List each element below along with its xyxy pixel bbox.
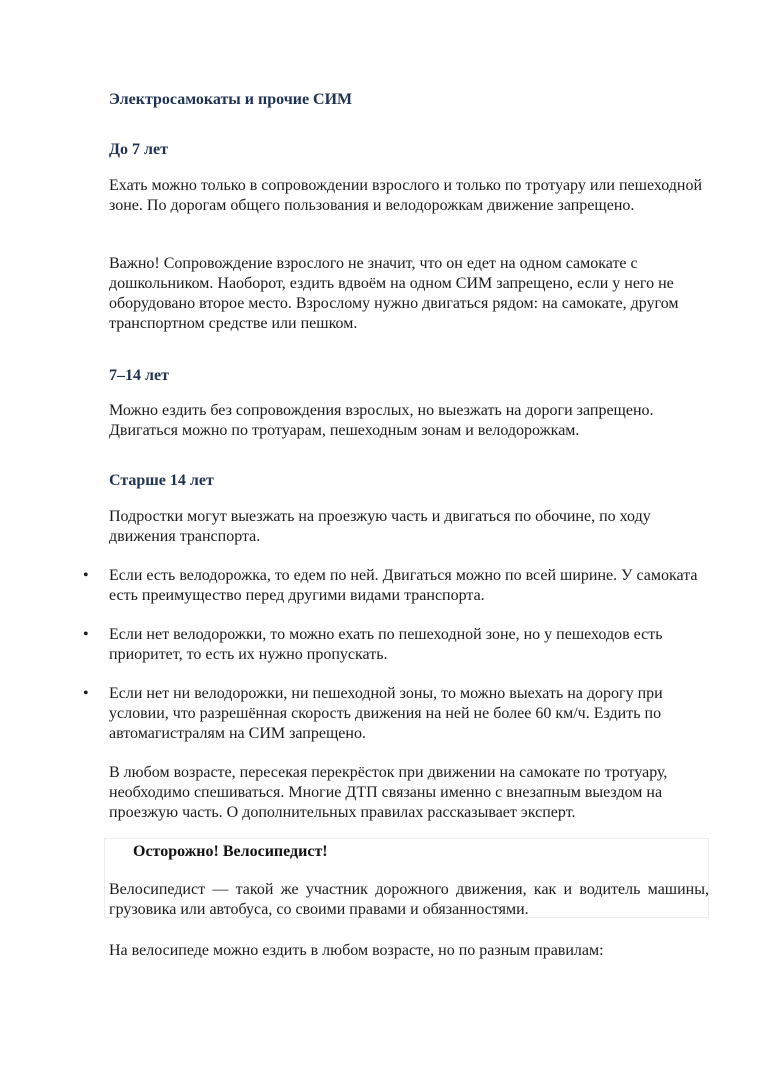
section-heading-over-14: Старше 14 лет (109, 472, 214, 489)
section-heading-7-14: 7–14 лет (109, 367, 169, 384)
note-title: Осторожно! Велосипедист! (133, 843, 328, 860)
list-item-text: Если нет ни велодорожки, ни пешеходной зоны, то можно выехать на дорогу при условии, что разрешённая скорость движения на ней не более 60 км/ч. Ездить по автомагистралям на СИМ запрещено. (109, 685, 663, 742)
paragraph-closing: На велосипеде можно ездить в любом возрасте, но по разным правилам: (109, 942, 604, 959)
list-item-text: Если нет велодорожки, то можно ехать по пешеходной зоне, но у пешеходов есть приоритет, то есть их нужно пропускать. (109, 626, 663, 663)
section-heading-under-7: До 7 лет (109, 141, 168, 158)
paragraph-over-14-intro: Подростки могут выезжать на проезжую часть и двигаться по обочине, по ходу движения транспорта. (109, 508, 651, 545)
bullet-icon: • (83, 567, 89, 584)
paragraph-under-7-important: Важно! Сопровождение взрослого не значит, что он едет на одном самокате с дошкольником. Наоборот, ездить вдвоём на одном СИМ запрещено, если у него не оборудовано второе место. Взрослому нужно двигаться рядом: на самокате, другом транспортном средстве или пешком. (109, 255, 679, 332)
note-text: Велосипедист — такой же участник дорожного движения, как и водитель машины, грузовика или автобуса, со своими правами и обязанностями. (109, 881, 709, 918)
paragraph-7-14-rules: Можно ездить без сопровождения взрослых, но выезжать на дороги запрещено. Двигаться можно по тротуарам, пешеходным зонам и велодорожкам. (109, 402, 654, 439)
paragraph-crossing-rule: В любом возрасте, пересекая перекрёсток при движении на самокате по тротуару, необходимо спешиваться. Многие ДТП связаны именно с внезапным выездом на проезжую часть. О дополнительных правилах рассказывает эксперт. (109, 764, 668, 821)
paragraph-under-7-rules: Ехать можно только в сопровождении взрослого и только по тротуару или пешеходной зоне. По дорогам общего пользования и велодорожкам движение запрещено. (109, 177, 703, 214)
bullet-icon: • (83, 685, 89, 702)
bullet-icon: • (83, 626, 89, 643)
list-item-text: Если есть велодорожка, то едем по ней. Двигаться можно по всей ширине. У самоката есть преимущество перед другими видами транспорта. (109, 567, 698, 604)
document-title: Электросамокаты и прочие СИМ (109, 91, 353, 108)
